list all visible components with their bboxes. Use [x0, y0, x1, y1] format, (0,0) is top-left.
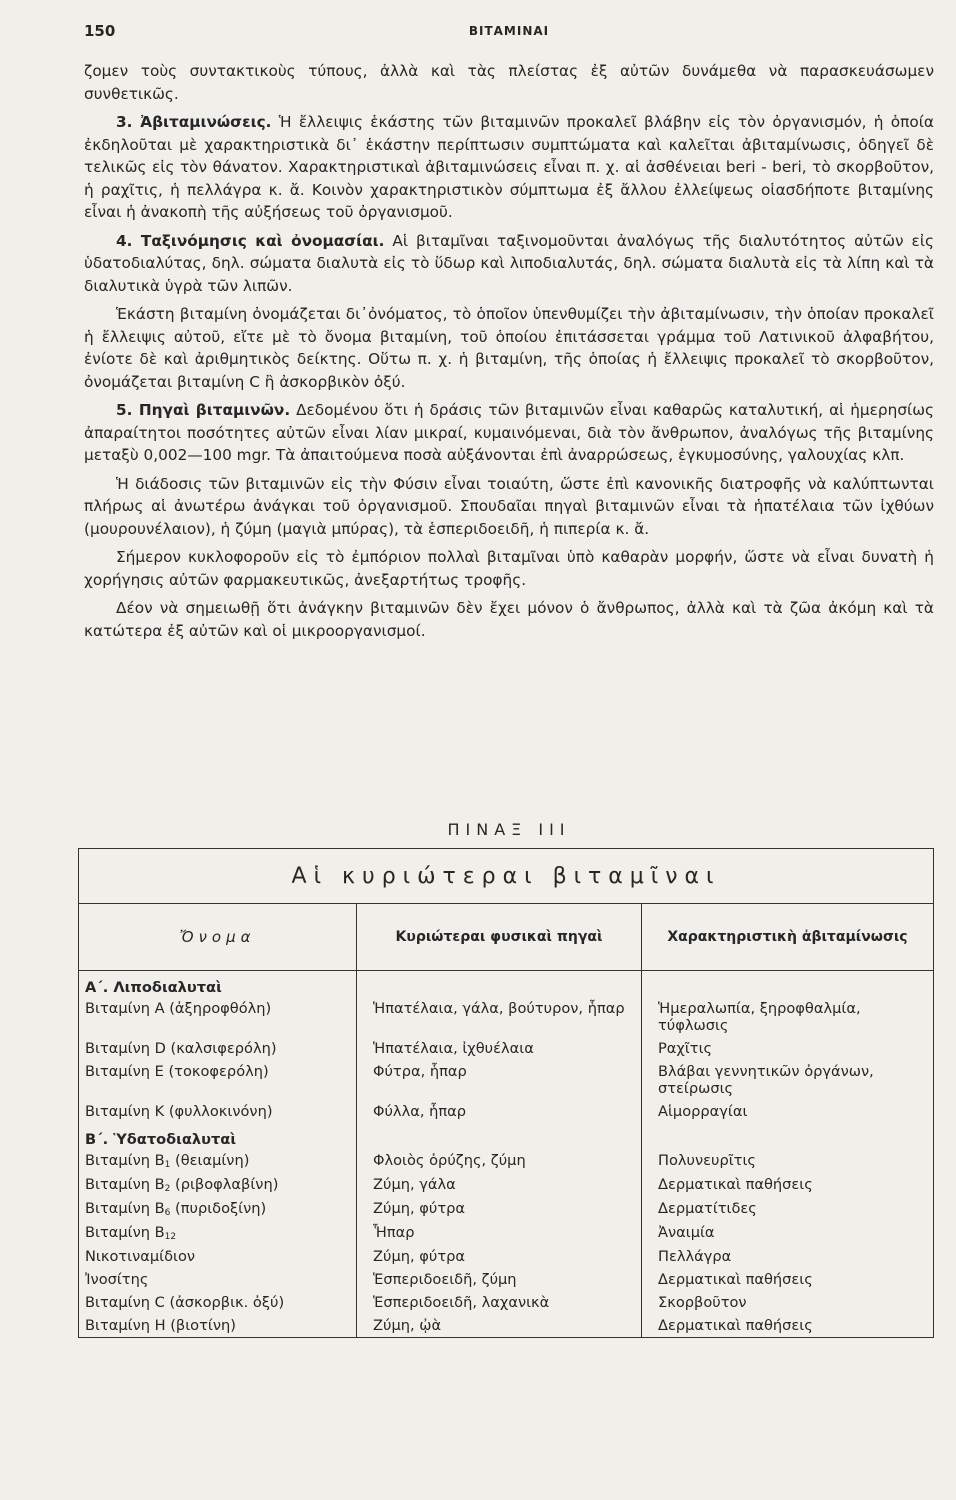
vitamin-name: Βιταμίνη $B_6$ (πυριδοξίνη)	[79, 1197, 357, 1221]
vitamin-deficiency: Βλάβαι γεννητικῶν ὀργάνων, στείρωσις	[642, 1060, 934, 1100]
table-row	[79, 1037, 934, 1060]
vitamin-name: Βιταμίνη A (ἀξηροφθόλη)	[79, 997, 357, 1037]
vitamin-sources: Ἧπαρ	[357, 1221, 642, 1245]
vitamin-deficiency: Δερματικαὶ παθήσεις	[642, 1268, 934, 1291]
vitamin-deficiency: Σκορβοῦτον	[642, 1291, 934, 1314]
vitamin-deficiency: Ἡμεραλωπία, ξηροφθαλμία, τύφλωσις	[642, 997, 934, 1037]
section-4-heading: 4. Ταξινόμησις καὶ ὀνομασίαι.	[116, 231, 385, 250]
continued-paragraph: ζομεν τοὺς συντακτικοὺς τύπους, ἀλλὰ καὶ τὰς πλείστας ἐξ αὐτῶν δυνάμεθα νὰ παρασκευάσωμεν συνθετικῶς.	[84, 62, 934, 103]
table-label: ΠΙΝΑΞ III	[447, 820, 571, 839]
vitamin-sources: Φλοιὸς ὀρύζης, ζύμη	[357, 1149, 642, 1173]
vitamin-name: Βιταμίνη D (καλσιφερόλη)	[79, 1037, 357, 1060]
page-number: 150	[84, 22, 116, 40]
vitamin-sources: Φύλλα, ἧπαρ	[357, 1100, 642, 1123]
table-row	[79, 1221, 934, 1245]
vitamin-name: Βιταμίνη H (βιοτίνη)	[79, 1314, 357, 1338]
section-5-paragraph-4: Δέον νὰ σημειωθῇ ὅτι ἀνάγκην βιταμινῶν δὲν ἔχει μόνον ὁ ἄνθρωπος, ἀλλὰ καὶ τὰ ζῶα ἀκόμη καὶ τὰ κατώτερα ἐξ αὐτῶν καὶ οἱ μικροοργανισμοί.	[84, 599, 934, 640]
page-header	[84, 22, 934, 42]
vitamin-deficiency: Αἱμορραγίαι	[642, 1100, 934, 1123]
table-row	[79, 1245, 934, 1268]
vitamin-name: Βιταμίνη $B_2$ (ριβοφλαβίνη)	[79, 1173, 357, 1197]
table-row	[79, 997, 934, 1037]
vitamin-deficiency: Πολυνευρῖτις	[642, 1149, 934, 1173]
vitamin-name: Ἰνοσίτης	[79, 1268, 357, 1291]
vitamin-deficiency: Πελλάγρα	[642, 1245, 934, 1268]
vitamin-deficiency: Ραχῖτις	[642, 1037, 934, 1060]
section-5-paragraph-2: Ἡ διάδοσις τῶν βιταμινῶν εἰς τὴν Φύσιν εἶναι τοιαύτη, ὥστε ἐπὶ κανονικῆς διατροφῆς νὰ καλύπτωνται πλήρως αἱ ἀνωτέρω ἀνάγκαι τοῦ ὀργανισμοῦ. Σπουδαῖαι πηγαὶ βιταμινῶν εἶναι τὰ ἡπατέλαια τῶν ἰχθύων (μουρουνέλαιον), ἡ ζύμη (μαγιὰ μπύρας), τὰ ἑσπεριδοειδῆ, ἡ πιπερία κ. ἄ.	[84, 474, 934, 538]
table-row	[79, 1173, 934, 1197]
vitamin-sources: Ζύμη, φύτρα	[357, 1245, 642, 1268]
vitamin-deficiency: Δερματικαὶ παθήσεις	[642, 1314, 934, 1338]
table-row	[79, 1268, 934, 1291]
vitamin-sources: Ζύμη, γάλα	[357, 1173, 642, 1197]
vitamin-sources: Ἑσπεριδοειδῆ, ζύμη	[357, 1268, 642, 1291]
section-5-heading: 5. Πηγαὶ βιταμινῶν.	[116, 401, 291, 419]
col-header-sources: Κυριώτεραι φυσικαὶ πηγαὶ	[357, 904, 642, 971]
section-4-text: Αἱ βιταμῖναι ταξινομοῦνται ἀναλόγως τῆς διαλυτότητος αὐτῶν εἰς ὑδατοδιαλύτας, δηλ. σώματα διαλυτὰ εἰς τὸ ὕδωρ καὶ λιποδιαλυτάς, δηλ. σώματα διαλυτὰ εἰς τὰ λίπη καὶ τὰ διαλυτικὰ ὑγρὰ τῶν λιπῶν.	[84, 231, 934, 295]
table-row	[79, 1060, 934, 1100]
vitamin-sources: Ζύμη, φύτρα	[357, 1197, 642, 1221]
col-header-name: Ὄνομα	[79, 904, 357, 971]
section-3-text: Ἡ ἔλλειψις ἑκάστης τῶν βιταμινῶν προκαλεῖ βλάβην εἰς τὸν ὀργανισμόν, ἡ ὁποία ἐκδηλοῦται μὲ χαρακτηριστικὰ δι᾽ ἑκάστην περίπτωσιν συμπτώματα καὶ καλεῖται ἀβιταμίνωσις, ὁδηγεῖ δὲ τελικῶς εἰς τὸν θάνατον. Χαρακτηριστικαὶ ἀβιταμινώσεις εἶναι π. χ. αἱ ἀσθένειαι beri - beri, τὸ σκορβοῦτον, ἡ ραχῖτις, ἡ πελλάγρα κ. ἄ. Κοινὸν χαρακτηριστικὸν σύμπτωμα ἐξ ἄλλου ἐλλείψεως οἱασδήποτε βιταμίνης εἶναι ἡ ἀνακοπὴ τῆς αὐξήσεως τοῦ ὀργανισμοῦ.	[84, 113, 934, 221]
vitamin-name: Βιταμίνη C (ἀσκορβικ. ὀξύ)	[79, 1291, 357, 1314]
vitamin-sources: Ἡπατέλαια, ἰχθυέλαια	[357, 1037, 642, 1060]
section-4-paragraph-2: Ἑκάστη βιταμίνη ὀνομάζεται δι᾽ὀνόματος, τὸ ὁποῖον ὑπενθυμίζει τὴν ἀβιταμίνωσιν, τὴν ὁποίαν προκαλεῖ ἡ ἔλλειψις αὐτοῦ, εἴτε μὲ τὸ ὄνομα βιταμίνη, τοῦ ὁποίου ἐπιτάσσεται γράμμα τοῦ Λατινικοῦ ἀλφαβήτου, ἐνίοτε δὲ καὶ ἀριθμητικὸς δείκτης. Οὕτω π. χ. ἡ βιταμίνη, τῆς ὁποίας ἡ ἔλλειψις προκαλεῖ τὸ σκορβοῦτον, ὀνομάζεται βιταμίνη C ἢ ἀσκορβικὸν ὀξύ.	[84, 305, 934, 391]
vitamin-name: Νικοτιναμίδιον	[79, 1245, 357, 1268]
section-5-paragraph	[84, 399, 934, 467]
vitamin-deficiency: Δερματίτιδες	[642, 1197, 934, 1221]
section-5-text: Δεδομένου ὅτι ἡ δράσις τῶν βιταμινῶν εἶναι καθαρῶς καταλυτική, αἱ ἡμερησίως ἀπαραίτητοι ποσότητες αὐτῶν εἶναι λίαν μικραί, κυμαινόμεναι, διὰ τὸν ἄνθρωπον, ἀναλόγως τῆς βιταμίνης μεταξὺ 0,002—100 mgr. Τὰ ἀπαιτούμενα ποσὰ αὐξάνονται ἐπὶ ἀναρρώσεως, ἐγκυμοσύνης, γαλουχίας κλπ.	[84, 401, 935, 464]
vitamin-sources: Φύτρα, ἧπαρ	[357, 1060, 642, 1100]
table-title: Αἱ κυριώτεραι βιταμῖναι	[79, 849, 934, 904]
vitamin-deficiency: Δερματικαὶ παθήσεις	[642, 1173, 934, 1197]
section-4-paragraph	[84, 230, 934, 298]
vitamin-name: Βιταμίνη K (φυλλοκινόνη)	[79, 1100, 357, 1123]
group-water-soluble: Β΄. Ὑδατοδιαλυταὶ	[79, 1123, 357, 1149]
section-3-paragraph	[84, 111, 934, 224]
vitamin-sources: Ἑσπεριδοειδῆ, λαχανικὰ	[357, 1291, 642, 1314]
vitamin-sources: Ζύμη, ᾠὰ	[357, 1314, 642, 1338]
section-5-paragraph-3: Σήμερον κυκλοφοροῦν εἰς τὸ ἐμπόριον πολλαὶ βιταμῖναι ὑπὸ καθαρὰν μορφήν, ὥστε νὰ εἶναι δυνατὴ ἡ χορήγησις αὐτῶν φαρμακευτικῶς, ἀνεξαρτήτως τροφῆς.	[84, 548, 934, 589]
vitamin-name: Βιταμίνη E (τοκοφερόλη)	[79, 1060, 357, 1100]
body-text	[84, 60, 934, 648]
vitamins-table	[78, 848, 934, 1338]
table-row	[79, 1100, 934, 1123]
table-row	[79, 1314, 934, 1338]
table-row	[79, 1197, 934, 1221]
col-header-deficiency: Χαρακτηριστικὴ ἀβιταμίνωσις	[642, 904, 934, 971]
table-row	[79, 1149, 934, 1173]
section-3-heading: 3. Ἀβιταμινώσεις.	[116, 113, 272, 131]
vitamin-sources: Ἡπατέλαια, γάλα, βούτυρον, ἧπαρ	[357, 997, 642, 1037]
group-fat-soluble: Α΄. Λιποδιαλυταὶ	[79, 971, 357, 998]
vitamin-name: Βιταμίνη $B_{12}$	[79, 1221, 357, 1245]
table-row	[79, 1291, 934, 1314]
vitamin-deficiency: Ἀναιμία	[642, 1221, 934, 1245]
vitamin-name: Βιταμίνη $B_1$ (θειαμίνη)	[79, 1149, 357, 1173]
running-head: ΒΙΤΑΜΙΝΑΙ	[468, 24, 550, 38]
